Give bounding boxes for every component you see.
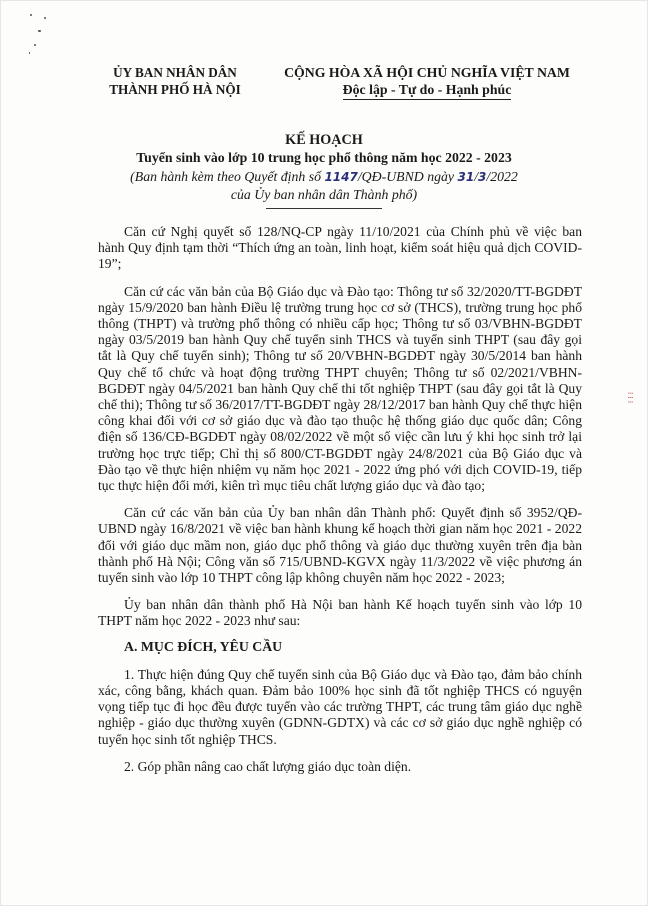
paragraph-city-documents: Căn cứ các văn bản của Ủy ban nhân dân Thành phố: Quyết định số 3952/QĐ-UBND ngày 16/8/2021 về việc ban hành khung kế hoạch thời gian năm học 2021 - 2022 đối với giáo dục mầm non, giáo dục phổ thông và giáo dục thường xuyên trên địa bàn thành phố Hà Nội; Công văn số 715/UBND-KGVX ngày 11/3/2022 về việc phương án tuyển sinh vào lớp 10 THPT công lập không chuyên năm học 2022 - 2023; bbox=[98, 505, 582, 586]
issuance-year: /2022 bbox=[486, 169, 518, 184]
issuance-note-line-1 bbox=[0, 169, 648, 185]
title-divider bbox=[266, 208, 382, 209]
paragraph-ministry-documents: Căn cứ các văn bản của Bộ Giáo dục và Đào tạo: Thông tư số 32/2020/TT-BGDĐT ngày 15/9/2020 ban hành Điều lệ trường trung học cơ sở (THCS), trường trung học phổ thông (THPT) và trường phổ thông có nhiều cấp học; Thông tư số 03/VBHN-BGDĐT ngày 03/5/2019 ban hành Quy chế tuyển sinh THCS và tuyển sinh THPT (sau đây gọi tắt là Quy chế tuyển sinh); Thông tư số 20/VBHN-BGDĐT ngày 30/5/2014 ban hành Quy chế tổ chức và hoạt động trường THPT chuyên; Thông tư số 02/2021/VBHN-BGDĐT ngày 04/5/2021 ban hành Quy chế thi tốt nghiệp THPT (sau đây gọi tắt là Quy chế thi); Thông tư số 36/2017/TT-BGDĐT ngày 28/12/2017 ban hành Quy chế thực hiện công khai đối với cơ sở giáo dục và đào tạo thuộc hệ thống giáo dục quốc dân; Công điện số 136/CĐ-BGDĐT ngày 08/02/2022 về một số việc cần lưu ý khi học sinh trở lại trường học trực tiếp; Chỉ thị số 800/CT-BGDĐT ngày 24/8/2021 của Bộ Giáo dục và Đào tạo về thực hiện nhiệm vụ năm học 2021 - 2022 ứng phó với dịch COVID-19, tiếp tục thực hiện đổi mới, kiên trì mục tiêu chất lượng giáo dục và đào tạo; bbox=[98, 283, 582, 494]
section-a-item-1: 1. Thực hiện đúng Quy chế tuyển sinh của Bộ Giáo dục và Đào tạo, đảm bảo chính xác, công bằng, khách quan. Đảm bảo 100% học sinh đã tốt nghiệp THCS có nguyện vọng tiếp tục đi học đều được tuyển vào các trường THPT, các trung tâm giáo dục nghề nghiệp - giáo dục thường xuyên (GDNN-GDTX) và các cơ sở giáo dục nghề nghiệp có tuyển học sinh tốt nghiệp THCS. bbox=[98, 666, 582, 747]
issuance-note-line-2: của Ủy ban nhân dân Thành phố) bbox=[230, 187, 418, 202]
authority-line-2: THÀNH PHỐ HÀ NỘI bbox=[109, 82, 241, 97]
document-subtitle: Tuyển sinh vào lớp 10 trung học phổ thông năm học 2022 - 2023 bbox=[136, 150, 512, 165]
paragraph-plan-intro: Ủy ban nhân dân thành phố Hà Nội ban hành Kế hoạch tuyển sinh vào lớp 10 THPT năm học 2022 - 2023 như sau: bbox=[98, 597, 582, 629]
section-a-item-2: 2. Góp phần nâng cao chất lượng giáo dục toàn diện. bbox=[124, 758, 412, 774]
issuance-middle: /QĐ-UBND ngày bbox=[357, 169, 458, 184]
handwritten-month: 3 bbox=[478, 170, 487, 184]
paragraph-resolution-128: Căn cứ Nghị quyết số 128/NQ-CP ngày 11/10/2021 của Chính phủ về việc ban hành Quy định tạm thời “Thích ứng an toàn, linh hoạt, kiểm soát hiệu quả dịch COVID-19”; bbox=[98, 224, 582, 272]
handwritten-day: 31 bbox=[457, 170, 475, 184]
issuance-prefix: (Ban hành kèm theo Quyết định số bbox=[130, 169, 325, 184]
document-body bbox=[98, 224, 582, 786]
national-motto: Độc lập - Tự do - Hạnh phúc bbox=[343, 81, 512, 100]
section-a-heading: A. MỤC ĐÍCH, YÊU CẦU bbox=[124, 638, 283, 654]
document-title: KẾ HOẠCH bbox=[285, 132, 363, 148]
national-header bbox=[262, 64, 592, 100]
date-separator: / bbox=[474, 169, 479, 184]
issuing-authority bbox=[100, 64, 250, 98]
authority-line-1: ỦY BAN NHÂN DÂN bbox=[113, 65, 237, 80]
handwritten-decision-number: 1147 bbox=[324, 170, 358, 184]
nation-name: CỘNG HÒA XÃ HỘI CHỦ NGHĨA VIỆT NAM bbox=[284, 65, 570, 80]
margin-stamp-mark: ⁞ ⁞ ⁞ bbox=[626, 392, 634, 404]
